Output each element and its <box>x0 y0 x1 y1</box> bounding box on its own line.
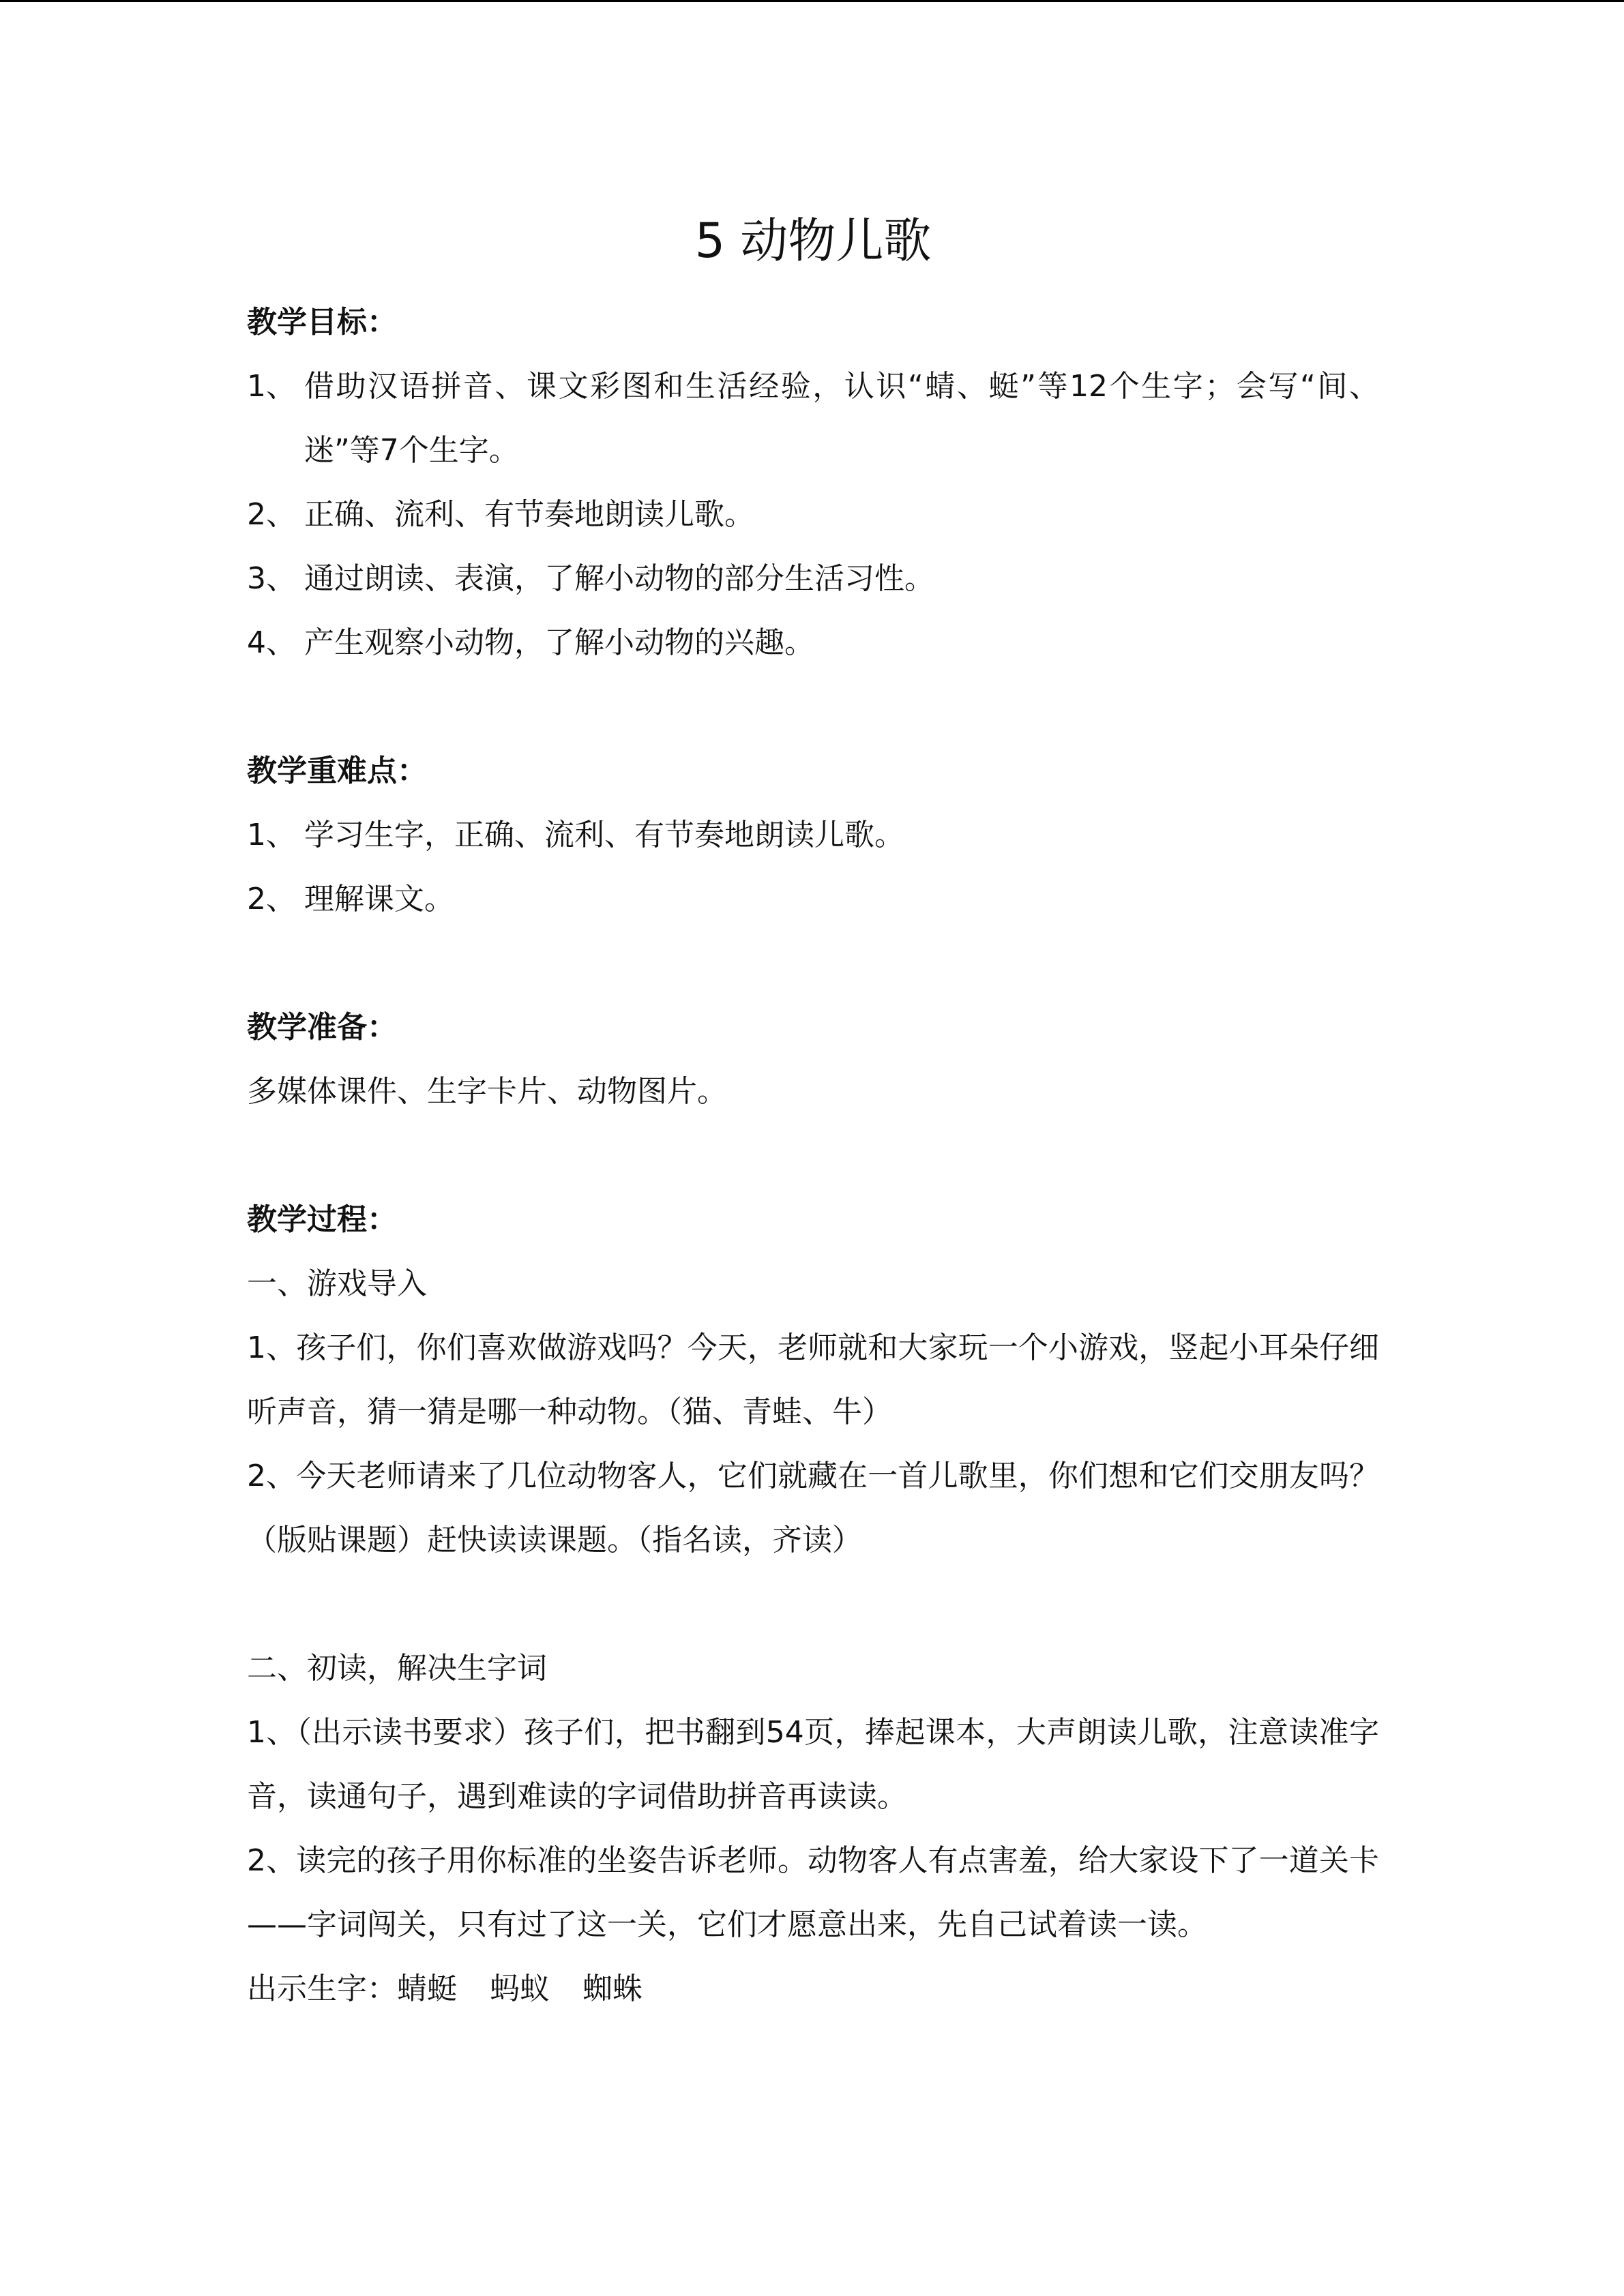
objectives-heading: 教学目标： <box>247 305 397 340</box>
list-item-number: 1、 <box>247 818 296 852</box>
section-title: 一、游戏导入 <box>247 1266 427 1301</box>
key-points-heading: 教学重难点： <box>247 754 427 788</box>
paragraph: 1、孩子们，你们喜欢做游戏吗？今天，老师就和大家玩一个小游戏，竖起小耳朵仔细听声音，猜一猜是哪一种动物。（猫、青蛙、牛） <box>247 1330 1379 1429</box>
paragraph: 2、读完的孩子用你标准的坐姿告诉老师。动物客人有点害羞，给大家设下了一道关卡——字词闯关，只有过了这一关，它们才愿意出来，先自己试着读一读。 <box>247 1843 1379 1942</box>
spacer <box>247 675 1379 739</box>
list-item <box>247 355 1379 483</box>
list-item-text: 正确、流利、有节奏地朗读儿歌。 <box>304 497 754 532</box>
paragraph: 1、（出示读书要求）孩子们，把书翻到54页，捧起课本，大声朗读儿歌，注意读准字音，读通句子，遇到难读的字词借助拼音再读读。 <box>247 1715 1379 1814</box>
list-item-text: 产生观察小动物，了解小动物的兴趣。 <box>304 625 814 660</box>
list-item-number: 2、 <box>247 497 296 532</box>
list-item-text: 理解课文。 <box>304 882 454 916</box>
spacer <box>247 931 1379 996</box>
list-item-text: 通过朗读、表演，了解小动物的部分生活习性。 <box>304 561 934 596</box>
list-item <box>247 483 1379 547</box>
key-points-list <box>247 803 1379 931</box>
new-character-word: 蚂蚁 <box>490 1971 550 2006</box>
list-item-text: 借助汉语拼音、课文彩图和生活经验，认识“蜻、蜓”等12个生字；会写“间、迷”等7个生字。 <box>304 369 1379 468</box>
list-item-number: 1、 <box>247 369 296 404</box>
list-item-number: 4、 <box>247 625 296 660</box>
spacer <box>247 1572 1379 1637</box>
spacer <box>247 1124 1379 1188</box>
list-item-number: 3、 <box>247 561 296 596</box>
new-character-word: 蜘蛛 <box>582 1971 643 2006</box>
paragraph: 2、今天老师请来了几位动物客人，它们就藏在一首儿歌里，你们想和它们交朋友吗？（版贴课题）赶快读读课题。（指名读，齐读） <box>247 1459 1379 1557</box>
list-item <box>247 611 1379 675</box>
preparation-heading: 教学准备： <box>247 1010 397 1045</box>
list-item <box>247 867 1379 931</box>
list-item <box>247 803 1379 867</box>
process-heading: 教学过程： <box>247 1202 397 1237</box>
list-item-text: 学习生字，正确、流利、有节奏地朗读儿歌。 <box>304 818 904 852</box>
list-item-number: 2、 <box>247 882 296 916</box>
preparation-text: 多媒体课件、生字卡片、动物图片。 <box>247 1074 727 1109</box>
page-top-border <box>0 0 1624 2</box>
new-characters-label: 出示生字： <box>247 1971 397 2006</box>
new-character-word: 蜻蜓 <box>397 1971 457 2006</box>
objectives-list <box>247 355 1379 675</box>
section-title: 二、初读，解决生字词 <box>247 1651 547 1686</box>
new-characters-line <box>247 1957 1379 2021</box>
document-page <box>247 205 1379 2021</box>
document-title: 5 动物儿歌 <box>694 213 932 269</box>
list-item <box>247 547 1379 611</box>
